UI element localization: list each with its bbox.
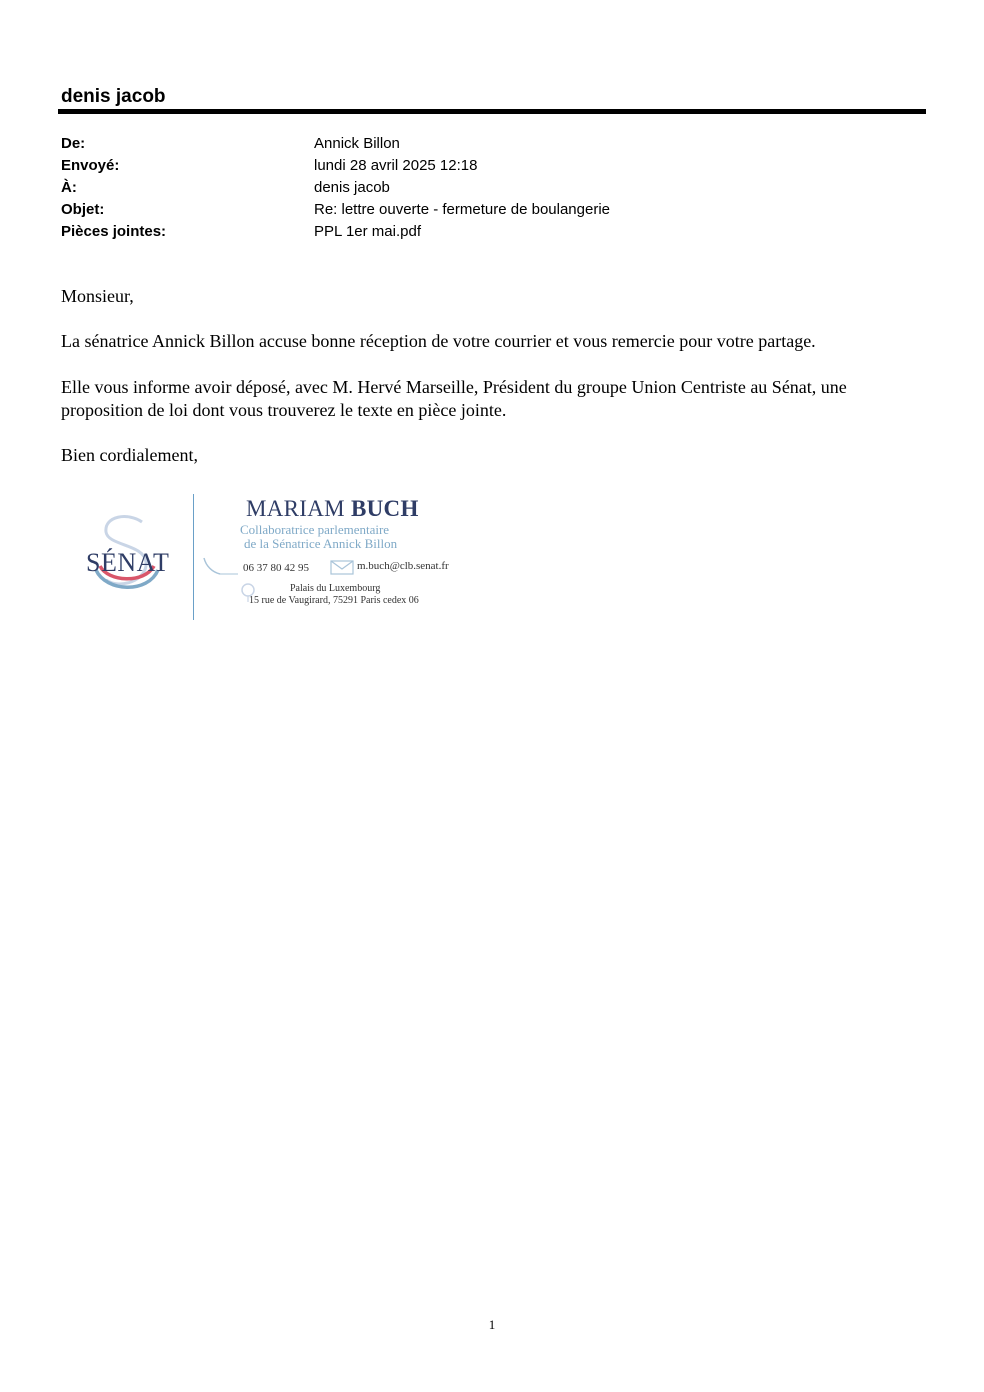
signature-first-name: MARIAM: [246, 496, 345, 521]
signature-phone[interactable]: 06 37 80 42 95: [243, 562, 309, 574]
header-label: Objet:: [61, 201, 105, 218]
header-row-subject: [61, 199, 921, 221]
header-label: De:: [61, 135, 86, 152]
header-value: Re: lettre ouverte - fermeture de boulangerie: [314, 201, 610, 218]
header-label: Envoyé:: [61, 157, 120, 174]
header-label: Pièces jointes:: [61, 223, 167, 240]
document-owner-name: denis jacob: [61, 86, 166, 107]
senat-logo: [84, 510, 174, 596]
header-value: denis jacob: [314, 179, 390, 196]
signature-address: 15 rue de Vaugirard, 75291 Paris cedex 06: [249, 595, 419, 606]
header-row-attachments: [61, 221, 921, 243]
email-headers: [61, 133, 921, 243]
closing: Bien cordialement,: [61, 445, 198, 465]
header-label: À:: [61, 179, 77, 196]
phone-icon: [200, 554, 240, 578]
header-row-to: [61, 177, 921, 199]
header-value: lundi 28 avril 2025 12:18: [314, 157, 478, 174]
header-row-from: [61, 133, 921, 155]
signature-last-name: BUCH: [350, 496, 419, 521]
senat-logo-text: SÉNAT: [86, 548, 170, 577]
header-divider: [58, 109, 926, 114]
signature-role: Collaboratrice parlementaire: [240, 522, 390, 537]
greeting: Monsieur,: [61, 286, 134, 306]
signature-role: de la Sénatrice Annick Billon: [244, 536, 398, 551]
signature-address: Palais du Luxembourg: [290, 583, 381, 594]
attachment-link[interactable]: PPL 1er mai.pdf: [314, 223, 421, 240]
header-value: Annick Billon: [314, 135, 400, 152]
header-row-sent: [61, 155, 921, 177]
signature-divider: [193, 494, 194, 620]
email-signature: [78, 492, 478, 622]
page-number: 1: [488, 1317, 496, 1332]
signature-name: [246, 496, 419, 522]
signature-email[interactable]: m.buch@clb.senat.fr: [357, 560, 449, 572]
body-paragraph: Elle vous informe avoir déposé, avec M. Hervé Marseille, Président du groupe Union Centriste au Sénat, une proposition de loi dont vous trouverez le texte en pièce jointe.: [61, 377, 847, 420]
body-paragraph: La sénatrice Annick Billon accuse bonne réception de votre courrier et vous remercie pour votre partage.: [61, 331, 816, 351]
mail-icon: [330, 560, 356, 576]
